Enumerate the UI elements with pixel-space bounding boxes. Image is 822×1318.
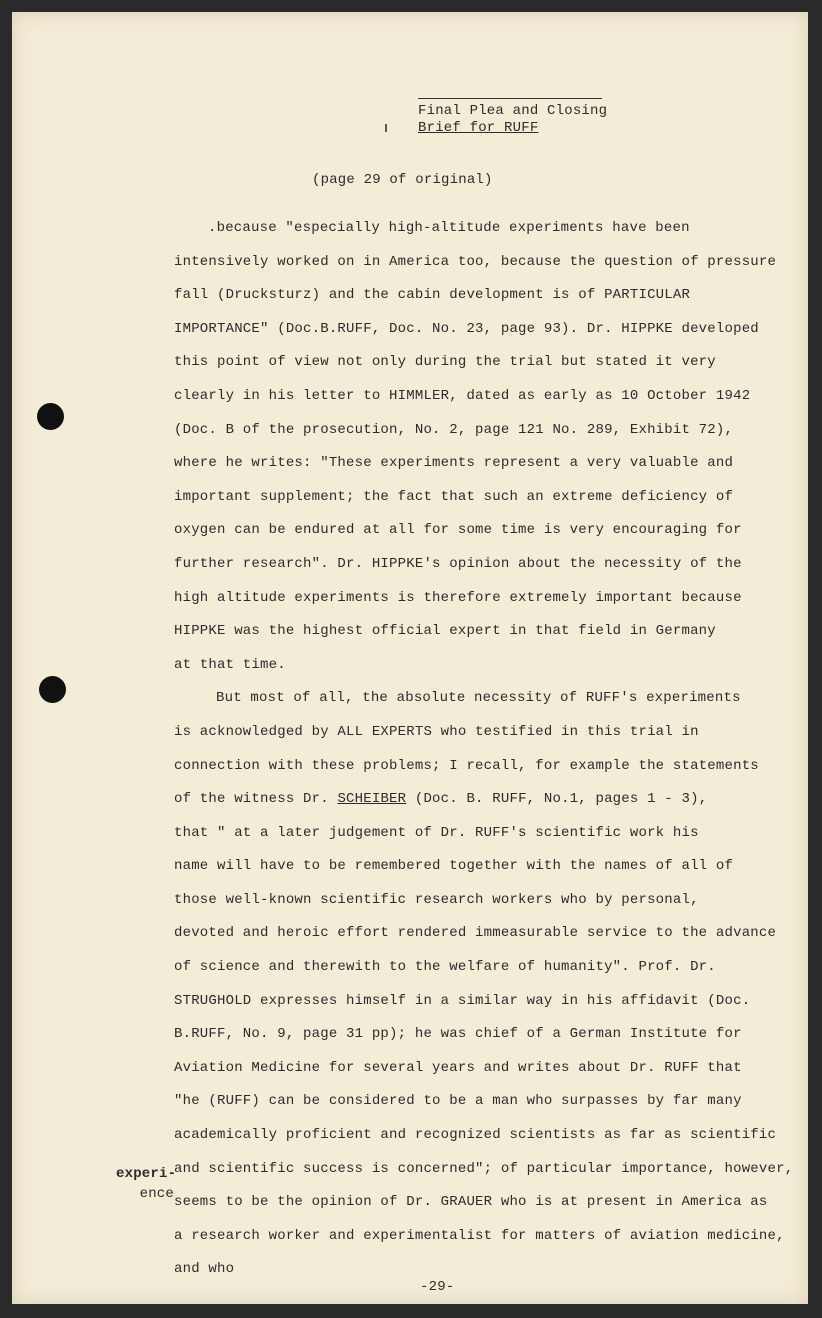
document-body bbox=[174, 218, 794, 1293]
text-line: IMPORTANCE" (Doc.B.RUFF, Doc. No. 23, page 93). Dr. HIPPKE developed bbox=[174, 320, 759, 337]
punch-hole-bottom bbox=[39, 676, 66, 703]
text-line: this point of view not only during the trial but stated it very bbox=[174, 354, 716, 371]
text-line: high altitude experiments is therefore extremely important because bbox=[174, 589, 742, 606]
underlined-name: SCHEIBER bbox=[337, 791, 407, 808]
margin-note bbox=[116, 1164, 177, 1204]
typewriter-mark bbox=[385, 124, 387, 132]
header-title: Final Plea and Closing bbox=[418, 103, 608, 119]
text-line: academically proficient and recognized scientists as far as scientific bbox=[174, 1127, 777, 1144]
text-line: "he (RUFF) can be considered to be a man who surpasses by far many bbox=[174, 1093, 742, 1110]
text-line: oxygen can be endured at all for some time is very encouraging for bbox=[174, 522, 742, 539]
text-line: HIPPKE was the highest official expert in that field in Germany bbox=[174, 623, 716, 640]
text-line: further research". Dr. HIPPKE's opinion about the necessity of the bbox=[174, 555, 742, 572]
text-line: those well-known scientific research workers who by personal, bbox=[174, 891, 699, 908]
text-line: of science and therewith to the welfare of humanity". Prof. Dr. bbox=[174, 959, 716, 976]
document-page bbox=[12, 12, 808, 1304]
text-line: clearly in his letter to HIMMLER, dated as early as 10 October 1942 bbox=[174, 387, 751, 404]
text-line: .because "especially high-altitude experiments have been bbox=[208, 220, 690, 236]
text-line: that " at a later judgement of Dr. RUFF's scientific work his bbox=[174, 824, 699, 841]
text-line: devoted and heroic effort rendered immeasurable service to the advance bbox=[174, 925, 777, 942]
text-line: important supplement; the fact that such an extreme deficiency of bbox=[174, 488, 734, 505]
text-line: STRUGHOLD expresses himself in a similar way in his affidavit (Doc. bbox=[174, 992, 751, 1009]
page-number: -29- bbox=[420, 1279, 455, 1295]
text-line: at that time. bbox=[174, 656, 286, 673]
text-line: B.RUFF, No. 9, page 31 pp); he was chief of a German Institute for bbox=[174, 1026, 742, 1043]
page-reference: (page 29 of original) bbox=[312, 172, 493, 188]
text-line: seems to be the opinion of Dr. GRAUER who is at present in America as bbox=[174, 1194, 768, 1211]
text-line: and scientific success is concerned"; of particular importance, however, bbox=[174, 1160, 794, 1177]
text-fragment: (Doc. B. RUFF, No.1, pages 1 - 3), bbox=[406, 791, 708, 808]
text-line: (Doc. B of the prosecution, No. 2, page 121 No. 289, Exhibit 72), bbox=[174, 421, 734, 438]
text-line: Aviation Medicine for several years and writes about Dr. RUFF that bbox=[174, 1059, 742, 1076]
text-line: name will have to be remembered together with the names of all of bbox=[174, 858, 734, 875]
text-line: connection with these problems; I recall, for example the statements bbox=[174, 757, 759, 774]
margin-note-word: ence bbox=[139, 1186, 174, 1202]
document-header bbox=[418, 98, 608, 137]
text-line: is acknowledged by ALL EXPERTS who testified in this trial in bbox=[174, 723, 699, 740]
text-line: where he writes: "These experiments represent a very valuable and bbox=[174, 455, 734, 472]
text-line: intensively worked on in America too, because the question of pressure bbox=[174, 253, 777, 270]
text-line-with-name bbox=[174, 789, 774, 823]
text-line: fall (Drucksturz) and the cabin development is of PARTICULAR bbox=[174, 287, 691, 304]
text-line: a research worker and experimentalist for matters of aviation medicine, bbox=[174, 1227, 785, 1244]
punch-hole-top bbox=[37, 403, 64, 430]
text-line: But most of all, the absolute necessity of RUFF's experiments bbox=[216, 690, 741, 707]
text-line: and who bbox=[174, 1261, 235, 1278]
text-fragment: of the witness Dr. bbox=[174, 791, 338, 808]
margin-note-word: experi- bbox=[116, 1166, 177, 1182]
header-subtitle: Brief for RUFF bbox=[418, 120, 539, 136]
